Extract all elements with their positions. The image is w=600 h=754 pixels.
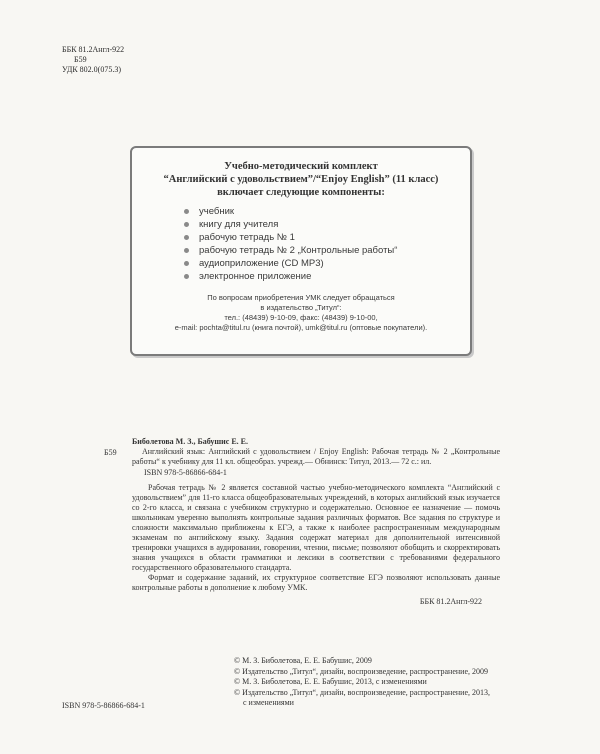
card-abstract xyxy=(132,483,500,593)
contact-phone: тел.: (48439) 9-10-09, факс: (48439) 9-10-00, xyxy=(224,313,378,322)
list-item: рабочую тетрадь № 2 „Контрольные работы“ xyxy=(184,244,470,257)
contact-line-1: По вопросам приобретения УМК следует обращаться xyxy=(207,293,395,302)
bullet-icon xyxy=(184,261,189,266)
card-bbk: ББК 81.2Англ-922 xyxy=(419,597,482,606)
list-item: книгу для учителя xyxy=(184,218,470,231)
contact-line-2: в издательство „Титул“: xyxy=(260,303,342,312)
list-item: аудиоприложение (CD MP3) xyxy=(184,257,470,270)
card-author: Биболетова М. З., Бабушис Е. Е. xyxy=(132,437,249,446)
udk-code: УДК 802.0(075.3) xyxy=(62,65,121,74)
copyright-line-3: © М. З. Биболетова, Е. Е. Бабушис, 2013, с изменениями xyxy=(234,677,427,686)
card-isbn: ISBN 978-5-86866-684-1 xyxy=(144,468,227,477)
umk-heading-line-1: Учебно-методический комплект xyxy=(224,161,378,172)
bullet-icon xyxy=(184,222,189,227)
card-author-mark: Б59 xyxy=(104,448,117,457)
purchase-contacts xyxy=(132,293,470,333)
copyright-line-4: © Издательство „Титул“, дизайн, воспроизведение, распространение, 2013, xyxy=(234,687,490,697)
copyright-line-5: с изменениями xyxy=(243,698,294,707)
list-item: учебник xyxy=(184,205,470,218)
copyright-block xyxy=(234,656,490,709)
copyright-line-1: © М. З. Биболетова, Е. Е. Бабушис, 2009 xyxy=(234,656,372,665)
catalogue-card xyxy=(104,437,500,607)
card-bibliographic-entry: Английский язык: Английский с удовольствием / Enjoy English: Рабочая тетрадь № 2 „Контрольные работы“ к учебнику для 11 кл. общеобраз. учрежд.— Обнинск: Титул, 2013.— 72 с.: ил. xyxy=(132,447,500,466)
author-mark: Б59 xyxy=(74,55,87,64)
bullet-icon xyxy=(184,274,189,279)
abstract-paragraph-1: Рабочая тетрадь № 2 является составной частью учебно-методического комплекта “Английский с удовольствием” для 11-го класса общеобразовательных учреждений, в которых английский язык изучается со 2-го класса, и связана с учебником структурно и содержательно. Основное ее назначение — помочь школьникам уверенно выполнять контрольные задания различных форматов. Все задания по структуре и сложности максимально приближены к ЕГЭ, а также к наиболее распространенным международным экзаменам по английскому языку. Задания содержат материал для дополнительной интенсивной тренировки учащихся в аудировании, говорении, чтении, письме; позволяют обобщить и скорректировать знания учащихся в области грамматики и лексики в соответствии с требованиями федерального государственного образовательного стандарта. xyxy=(132,483,500,572)
umk-heading-line-2: “Английский с удовольствием”/“Enjoy English” (11 класс) xyxy=(163,174,439,185)
contact-email: e-mail: pochta@titul.ru (книга почтой), umk@titul.ru (оптовые покупатели). xyxy=(174,323,428,332)
umk-components-list xyxy=(184,205,470,283)
bullet-icon xyxy=(184,248,189,253)
umk-heading xyxy=(132,160,470,199)
bullet-icon xyxy=(184,209,189,214)
abstract-paragraph-2: Формат и содержание заданий, их структурное соответствие ЕГЭ позволяют использовать данные контрольные работы в дополнение к любому УМК. xyxy=(132,573,500,592)
classification-codes xyxy=(62,45,124,75)
list-item: электронное приложение xyxy=(184,270,470,283)
isbn-bottom: ISBN 978-5-86866-684-1 xyxy=(62,701,145,710)
umk-heading-line-3: включает следующие компоненты: xyxy=(217,187,385,198)
copyright-line-2: © Издательство „Титул“, дизайн, воспроизведение, распространение, 2009 xyxy=(234,666,488,676)
bullet-icon xyxy=(184,235,189,240)
bbk-code: ББК 81.2Англ-922 xyxy=(62,45,125,54)
list-item: рабочую тетрадь № 1 xyxy=(184,231,470,244)
umk-info-box xyxy=(130,146,472,356)
